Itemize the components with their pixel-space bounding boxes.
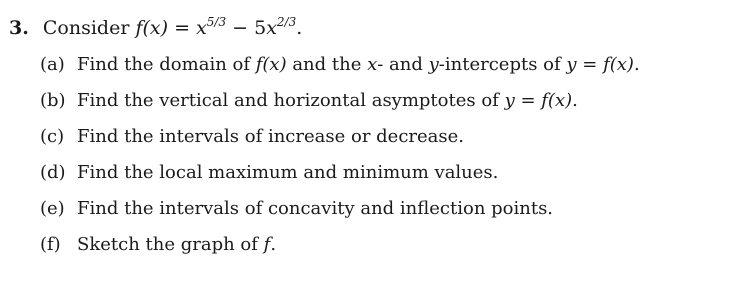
part-text: Find the domain of (77, 54, 256, 75)
part-c (9, 126, 744, 162)
function-argument: (x) (142, 17, 169, 39)
stem-period: . (296, 17, 303, 39)
part-label: (e) (40, 198, 65, 219)
part-text: Find the intervals of increase or decrease. (77, 126, 465, 147)
part-f (9, 234, 744, 270)
part-label: (d) (40, 162, 66, 183)
part-label: (c) (40, 126, 65, 147)
part-text: - and (377, 54, 429, 75)
math-f: f (263, 234, 271, 255)
math-y-equals-f-of-x: y = f(x) (566, 54, 634, 75)
part-label: (a) (40, 54, 65, 75)
term1-exponent: 5/3 (206, 15, 227, 29)
problem-stem (9, 14, 744, 44)
stem-intro: Consider (42, 17, 130, 39)
part-e (9, 198, 744, 234)
term2-coefficient: 5 (254, 17, 267, 39)
part-d (9, 162, 744, 198)
math-f-of-x: f(x) (255, 54, 287, 75)
part-b (9, 90, 744, 126)
part-text: and the (286, 54, 368, 75)
part-period: . (633, 54, 640, 75)
part-a (9, 54, 744, 90)
problem-3 (9, 14, 744, 270)
term2-exponent: 2/3 (276, 15, 297, 29)
problem-number: 3. (9, 17, 29, 39)
part-text: Find the local maximum and minimum values. (77, 162, 499, 183)
math-y: y (428, 54, 439, 75)
problem-parts (9, 54, 744, 270)
function-name: f (135, 17, 143, 39)
part-label: (f) (40, 234, 61, 255)
part-label: (b) (40, 90, 66, 111)
equals-sign: = (168, 17, 197, 39)
part-text: Find the intervals of concavity and inflection points. (77, 198, 554, 219)
minus-sign: − (226, 17, 255, 39)
math-x: x (367, 54, 378, 75)
part-period: . (572, 90, 578, 111)
part-period: . (270, 234, 277, 255)
term2-base: x (266, 17, 277, 39)
math-y-equals-f-of-x: y = f(x) (504, 90, 573, 111)
term1-base: x (196, 17, 207, 39)
part-text: Sketch the graph of (77, 234, 264, 255)
part-text: -intercepts of (438, 54, 567, 75)
part-text: Find the vertical and horizontal asymptotes of (77, 90, 505, 111)
